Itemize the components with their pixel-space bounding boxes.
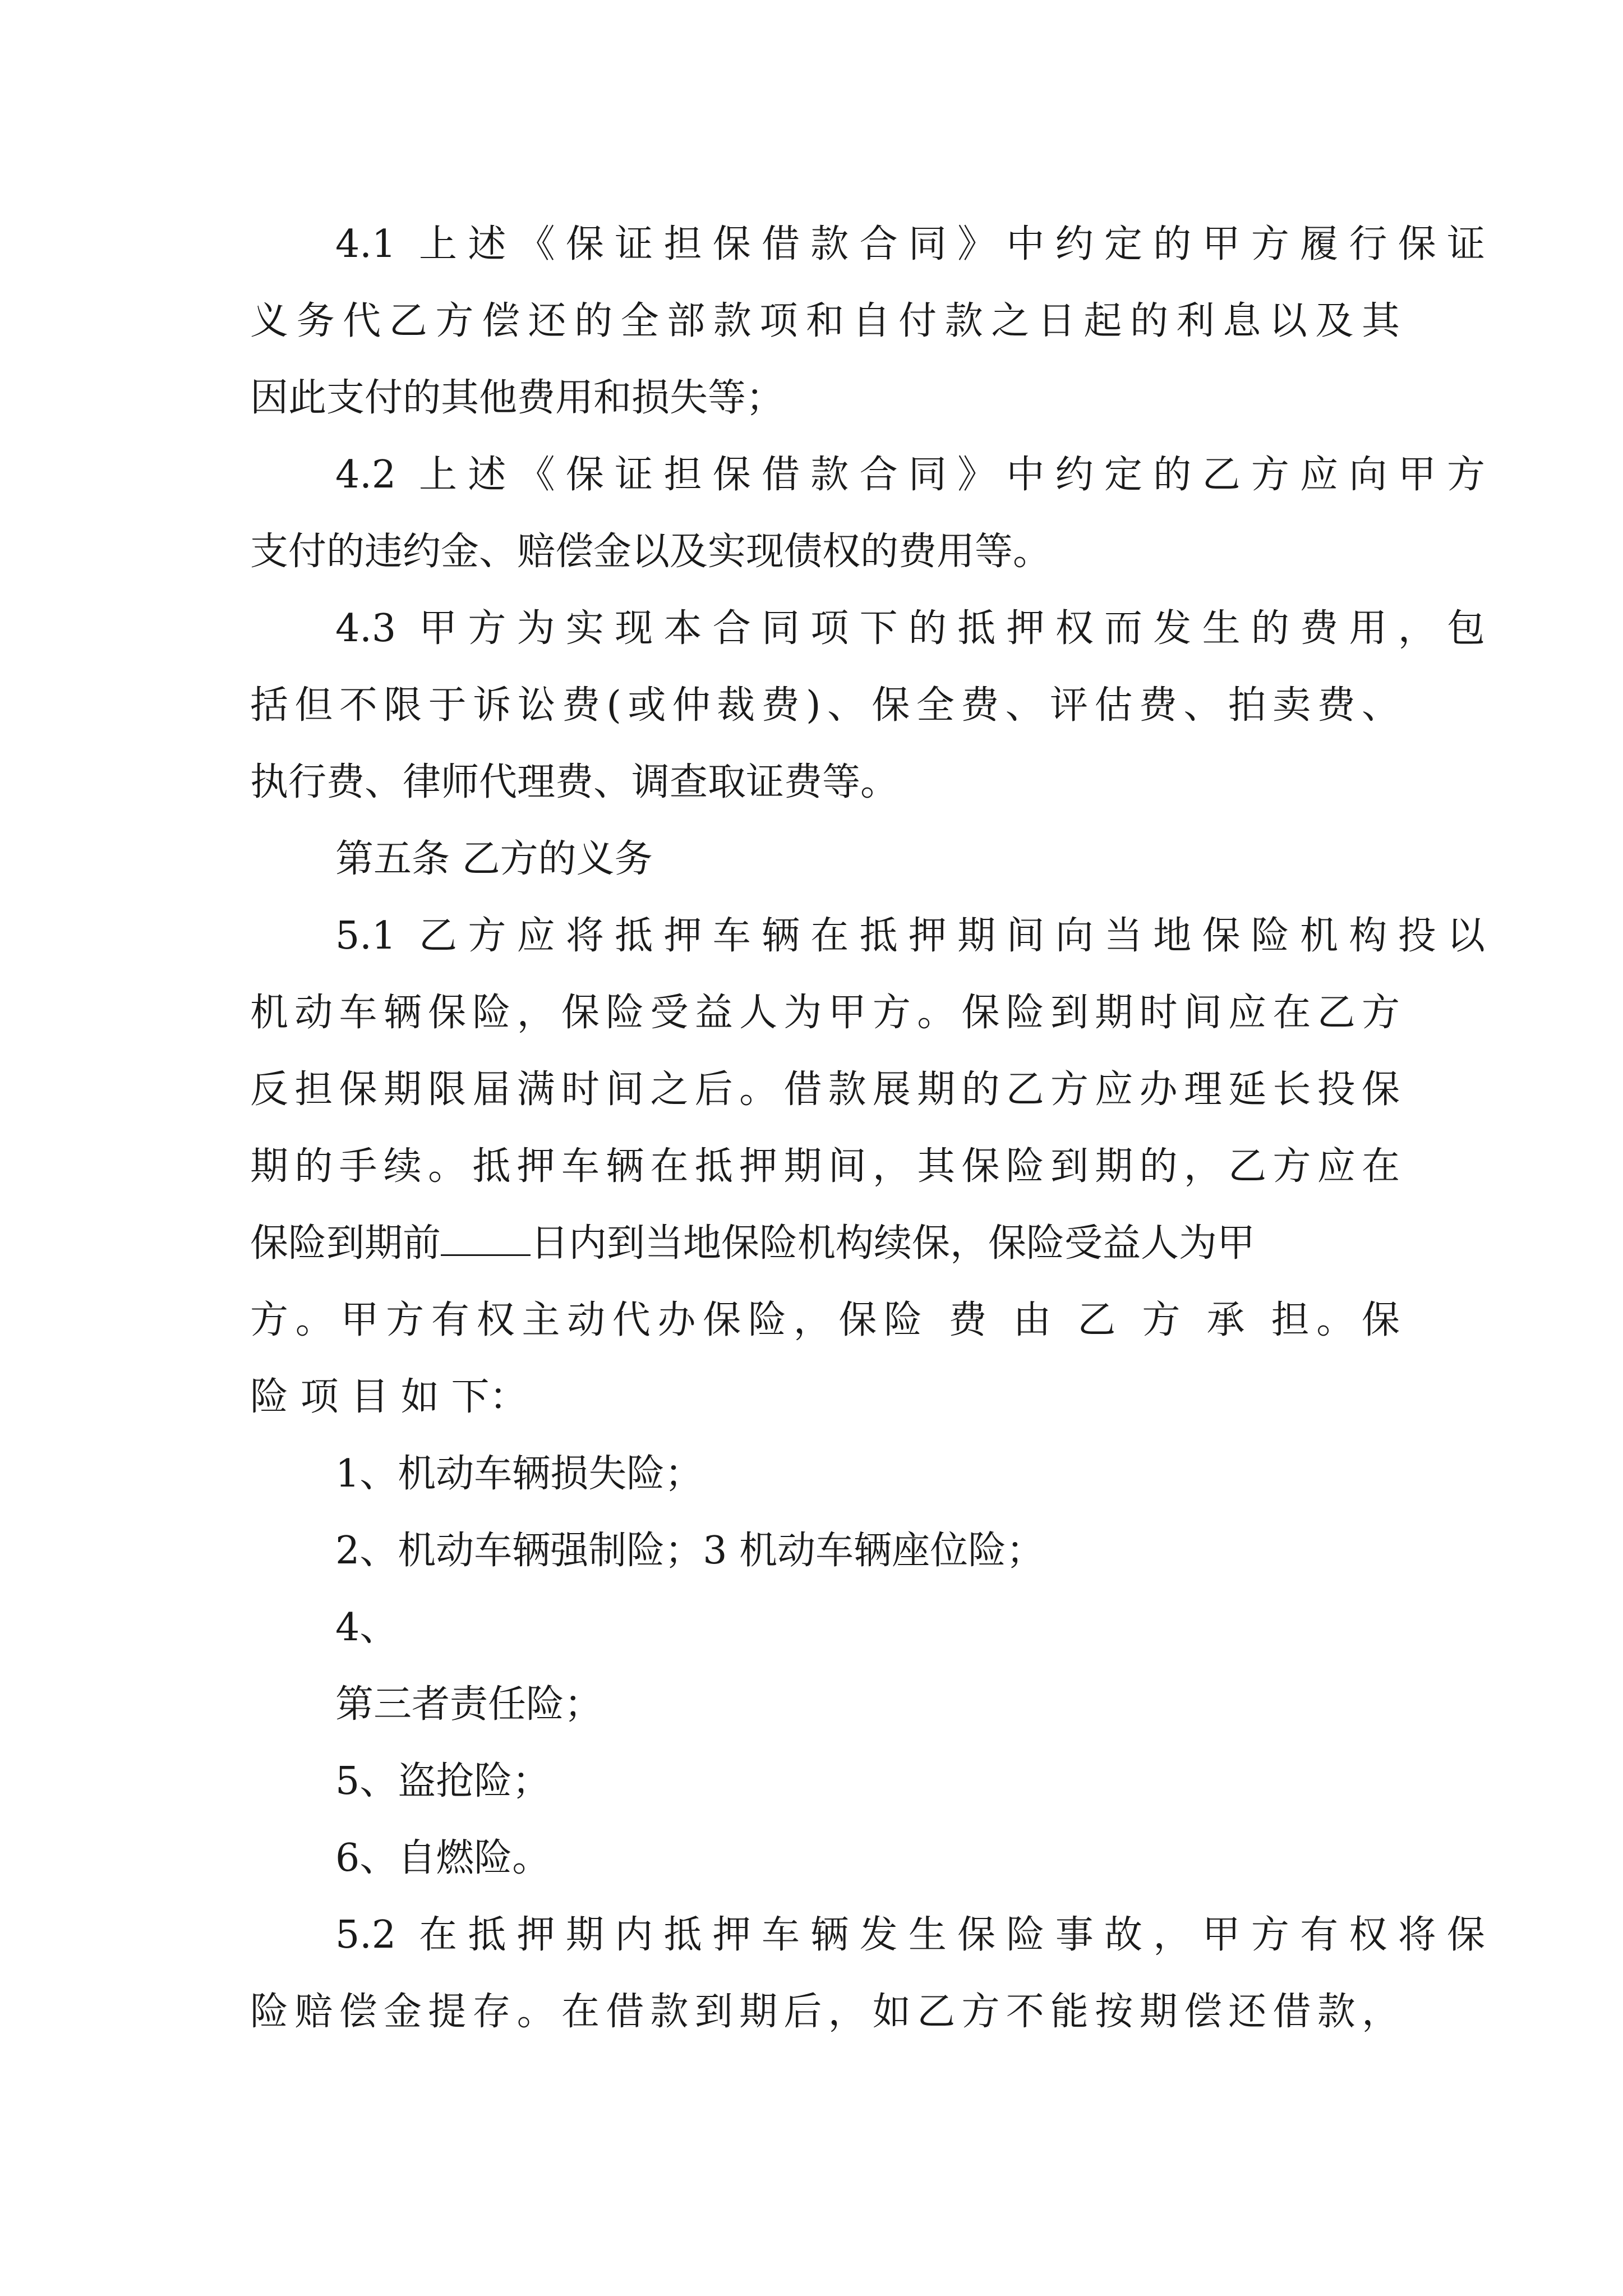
- paragraph-4-3-line-3: 执行费、律师代理费、调查取证费等。: [250, 760, 899, 804]
- paragraph-4-3-line-1: 4.3 甲方为实现本合同项下的抵押权而发生的费用，包: [335, 606, 1485, 651]
- insurance-item-5: 5、盗抢险；: [335, 1759, 551, 1803]
- insurance-item-2-3: 2、机动车辆强制险；3 机动车辆座位险；: [335, 1529, 1045, 1573]
- paragraph-5-1-line-2: 机动车辆保险，保险受益人为甲方。保险到期时间应在乙方: [250, 991, 1400, 1035]
- paragraph-5-1-line-7: 险 项 目 如 下：: [250, 1375, 528, 1419]
- blank-days-field: [441, 1221, 531, 1256]
- paragraph-5-1-line-1: 5.1 乙方应将抵押车辆在抵押期间向当地保险机构投以: [335, 914, 1485, 958]
- insurance-item-1: 1、机动车辆损失险；: [335, 1452, 703, 1496]
- insurance-item-4-number: 4、: [335, 1605, 398, 1650]
- paragraph-5-1-line-5-end: 日内到当地保险机构续保，保险受益人为甲: [531, 1221, 1256, 1266]
- paragraph-5-1-line-5-start: 保险到期前: [250, 1221, 441, 1266]
- paragraph-4-1-line-1: 4.1 上述《保证担保借款合同》中约定的甲方履行保证: [335, 222, 1485, 266]
- article-5-heading: 第五条 乙方的义务: [335, 837, 653, 881]
- paragraph-5-1-line-6: 方。甲方有权主动代办保险，保险 费 由 乙 方 承 担。保: [250, 1298, 1400, 1342]
- paragraph-4-2-line-2: 支付的违约金、赔偿金以及实现债权的费用等。: [250, 530, 1052, 574]
- paragraph-5-2-line-2: 险赔偿金提存。在借款到期后，如乙方不能按期偿还借款，: [250, 1990, 1400, 2034]
- paragraph-4-1-line-2: 义务代乙方偿还的全部款项和自付款之日起的利息以及其: [250, 299, 1400, 343]
- paragraph-5-1-line-4: 期的手续。抵押车辆在抵押期间，其保险到期的，乙方应在: [250, 1144, 1400, 1189]
- paragraph-5-1-line-3: 反担保期限届满时间之后。借款展期的乙方应办理延长投保: [250, 1068, 1400, 1112]
- paragraph-4-2-line-1: 4.2 上述《保证担保借款合同》中约定的乙方应向甲方: [335, 453, 1485, 497]
- paragraph-5-1-line-5: [250, 1204, 1400, 1283]
- insurance-item-6: 6、自燃险。: [335, 1836, 551, 1880]
- paragraph-5-2-line-1: 5.2 在抵押期内抵押车辆发生保险事故，甲方有权将保: [335, 1913, 1485, 1957]
- paragraph-4-3-line-2: 括但不限于诉讼费(或仲裁费)、保全费、评估费、拍卖费、: [250, 683, 1400, 728]
- paragraph-4-1-line-3: 因此支付的其他费用和损失等；: [250, 376, 785, 420]
- insurance-item-4-text: 第三者责任险；: [335, 1682, 603, 1727]
